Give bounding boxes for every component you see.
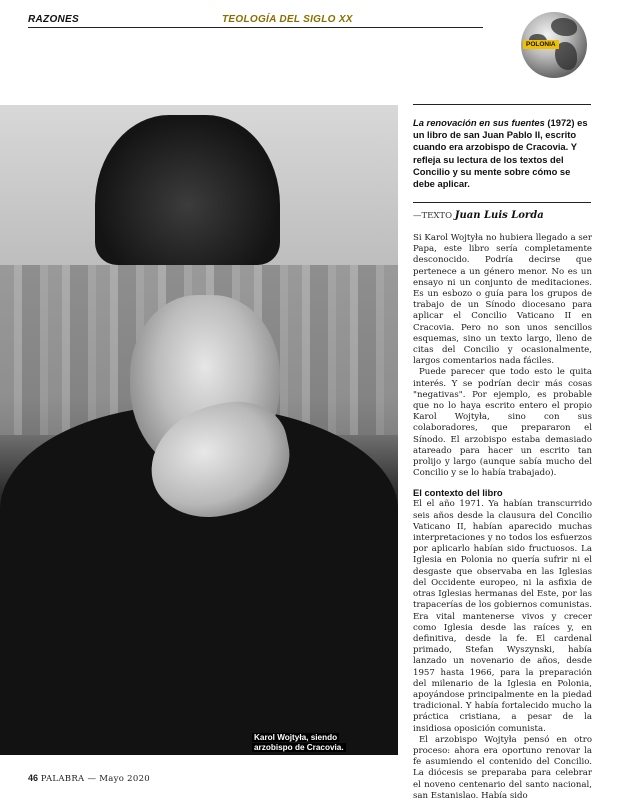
- paragraph: Puede parecer que todo esto le quita interés. Y se podrían decir más cosas "negativas". Por ejemplo, es probable que no lo haya escrito entero el propio Karol Wojtyła, sino con sus colaboradores, que prepararon el Sínodo. El arzobispo estaba demasiado atareado para hacer un escrito tan prolijo y largo (aunque sabía mucho del Concilio y se lo había trabajado).: [413, 367, 592, 479]
- section-label: RAZONES: [28, 14, 79, 25]
- caption-line: arzobispo de Cracovia.: [254, 743, 344, 752]
- subheading: El contexto del libro: [413, 487, 503, 499]
- page-footer: [28, 773, 150, 784]
- portrait-photo: [0, 105, 398, 755]
- country-tag: POLONIA: [523, 40, 559, 49]
- column-rule: [413, 104, 591, 105]
- publication-name: PALABRA — Mayo 2020: [40, 774, 150, 784]
- lead-text: (1972) es un libro de san Juan Pablo II, escrito cuando era arzobispo de Cracovia. Y refleja su lectura de los textos del Concilio y su mente sobre cómo se debe aplicar.: [413, 117, 588, 190]
- paragraph: El arzobispo Wojtyła pensó en otro proceso: ahora era oportuno renovar la fe asumiendo el contenido del Concilio. La diócesis se preparaba para celebrar el noveno centenario del santo nacional, san Estanislao. Había sido: [413, 734, 592, 801]
- section-title: TEOLOGÍA DEL SIGLO XX: [222, 14, 353, 25]
- author-name: Juan Luis Lorda: [454, 210, 544, 221]
- caption-line: Karol Wojtyła, siendo: [254, 733, 338, 742]
- photo-caption: [252, 733, 362, 753]
- byline-label: —TEXTO: [413, 211, 453, 221]
- byline: [413, 210, 544, 221]
- paragraph: El el año 1971. Ya habían transcurrido seis años desde la clausura del Concilio Vaticano II, habían aparecido muchas interpretaciones y no todos los esfuerzos por aplicarlo habían sido fructuosos. La Iglesia en Polonia no quería sufrir ni el desgaste que observaba en las Iglesias del Occidente europeo, ni la asfixia de otras Iglesias hermanas del Este, por las trapacerías de los gobiernos comunistas. Era vital mantenerse vivos y crecer como Iglesia desde las raíces y, en definitiva, desde la fe. El cardenal primado, Stefan Wyszynski, había lanzado un novenario de años, desde 1957 hasta 1966, para la preparación del milenario de la Iglesia en Polonia, apoyándose principalmente en la piedad tradicional. Y había fortalecido mucho la práctica cristiana, a pesar de la insidiosa oposición comunista.: [413, 499, 592, 734]
- page-number: 46: [28, 773, 39, 783]
- header-rule: [28, 27, 483, 28]
- lead-paragraph: [413, 117, 593, 190]
- paragraph: Si Karol Wojtyła no hubiera llegado a ser Papa, este libro sería completamente desconocido. Podría decirse que pertenece a un género menor. No es un ensayo ni un conjunto de meditaciones. Es un esbozo o guía para los grupos de trabajo de un Sínodo diocesano para aplicar el Concilio Vaticano II en Cracovia. Pero no son unos sencillos esquemas, sino un texto largo, lleno de citas del Concilio y ocasionalmente, largos comentarios nada fáciles.: [413, 233, 592, 367]
- book-title: La renovación en sus fuentes: [413, 117, 545, 128]
- article-body: [413, 233, 592, 802]
- byline-rule: [413, 202, 591, 203]
